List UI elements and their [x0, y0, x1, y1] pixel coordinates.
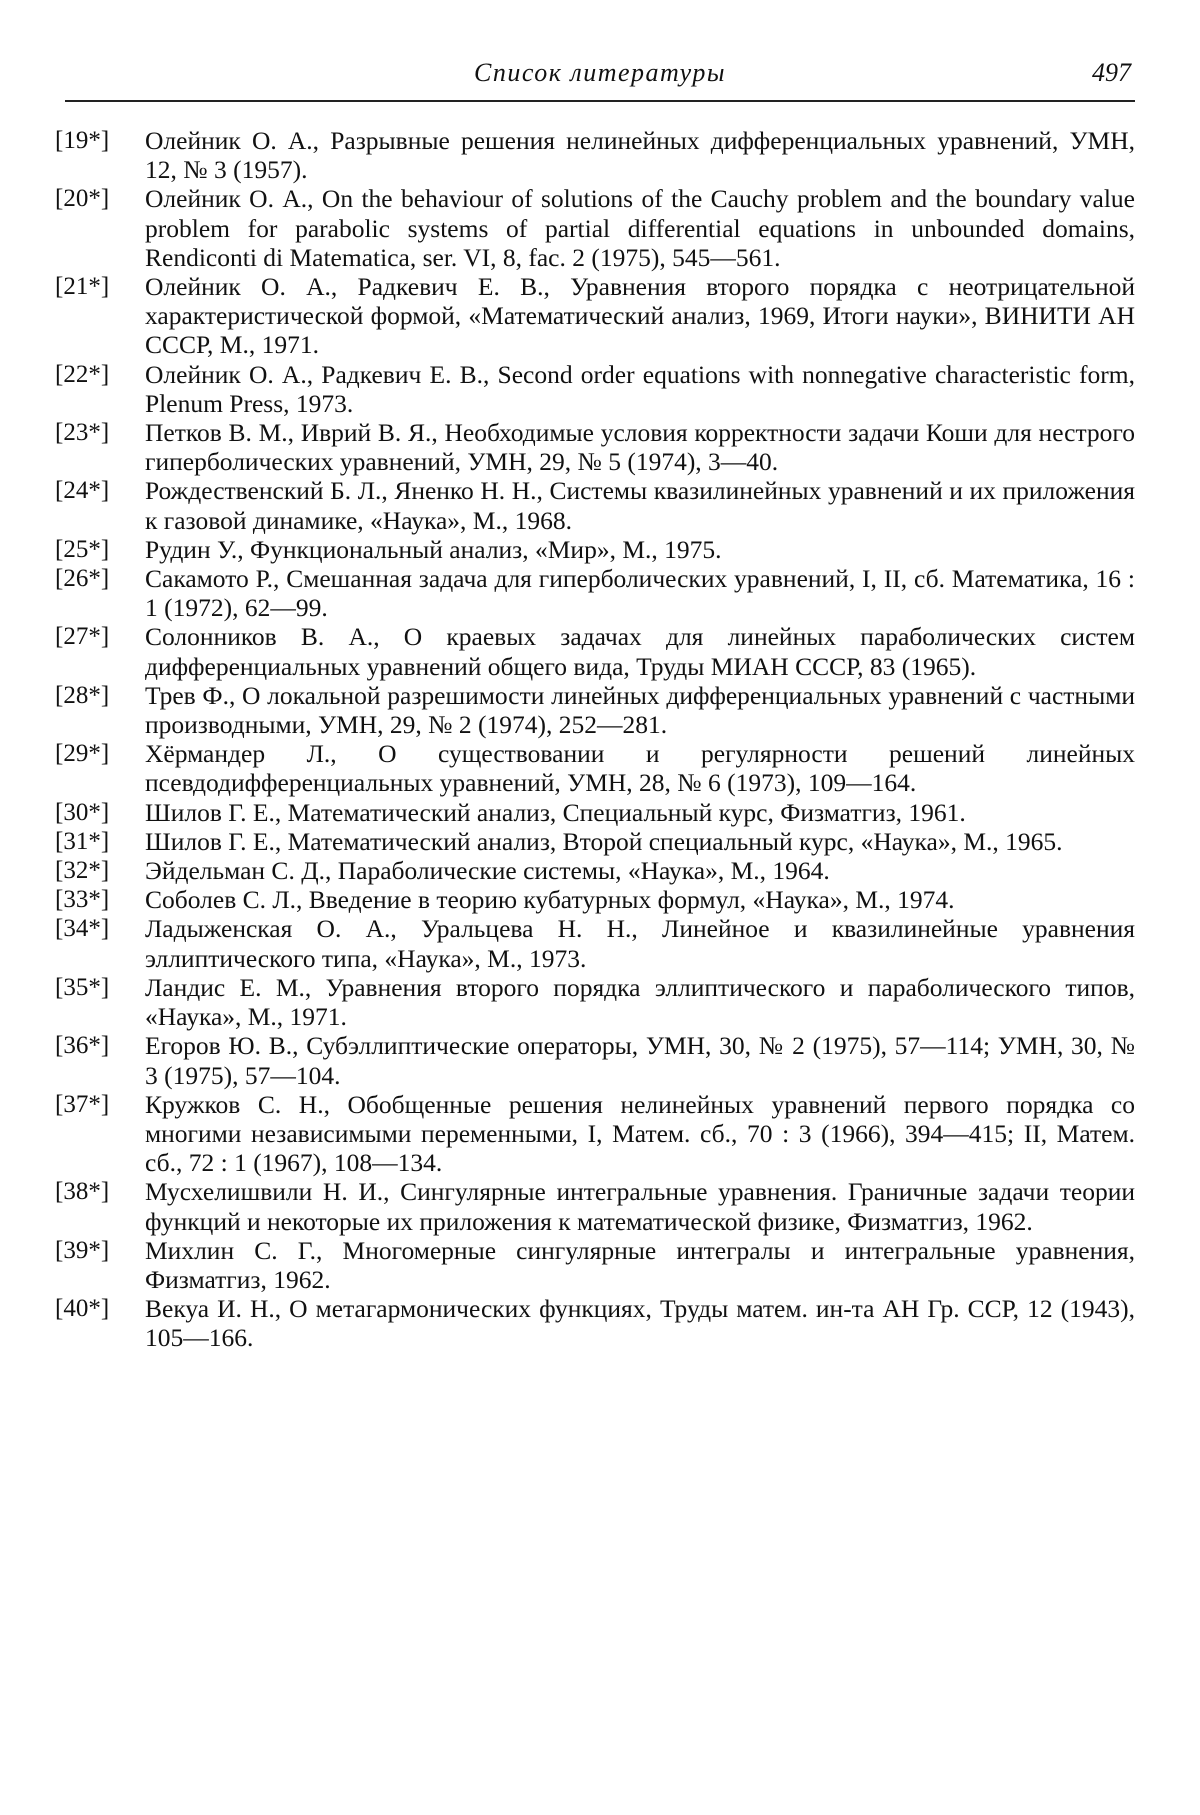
reference-number: [30*] [55, 798, 110, 826]
reference-item [55, 126, 1135, 184]
reference-text: Эйдельман С. Д., Параболические системы, «Наука», М., 1964. [145, 856, 830, 886]
reference-number: [33*] [55, 886, 110, 914]
reference-item [55, 1294, 1135, 1352]
reference-number: [26*] [55, 565, 110, 593]
reference-text: Трев Ф., О локальной разрешимости линейных дифференциальных уравнений с частными производными, УМН, 29, № 2 (1974), 252—281. [145, 680, 1135, 740]
reference-number: [37*] [55, 1090, 110, 1118]
reference-number: [29*] [55, 740, 110, 768]
reference-item [55, 1031, 1135, 1089]
reference-number: [34*] [55, 915, 110, 943]
reference-text: Петков В. М., Иврий В. Я., Необходимые условия корректности задачи Коши для нестрого гиперболических уравнений, УМН, 29, № 5 (1974), 3—40. [145, 418, 1135, 477]
reference-item [55, 564, 1135, 622]
reference-text: Олейник О. А., Радкевич Е. В., Second order equations with nonnegative characteristic form, Plenum Press, 1973. [145, 359, 1135, 418]
reference-text: Соболев С. Л., Введение в теорию кубатурных формул, «Наука», М., 1974. [145, 885, 955, 915]
reference-number: [21*] [55, 273, 110, 301]
reference-list [55, 126, 1135, 1353]
reference-text: Сакамото Р., Смешанная задача для гиперболических уравнений, I, II, сб. Математика, 16 : 1 (1972), 62—99. [145, 564, 1135, 623]
reference-number: [38*] [55, 1178, 110, 1206]
reference-item [55, 535, 1135, 564]
reference-item [55, 622, 1135, 680]
reference-item [55, 885, 1135, 914]
page-number: 497 [1092, 58, 1131, 87]
reference-item [55, 1236, 1135, 1294]
reference-number: [40*] [55, 1295, 110, 1323]
running-title: Список литературы [474, 58, 726, 87]
reference-number: [20*] [55, 185, 110, 213]
reference-item [55, 973, 1135, 1031]
reference-item [55, 476, 1135, 534]
reference-text: Солонников В. А., О краевых задачах для линейных параболических систем дифференциальных уравнений общего вида, Труды МИАН СССР, 83 (1965). [145, 622, 1135, 681]
reference-item [55, 827, 1135, 856]
reference-item [55, 856, 1135, 885]
reference-text: Михлин С. Г., Многомерные сингулярные интегралы и интегральные уравнения, Физматгиз, 1962. [145, 1235, 1135, 1294]
reference-text: Шилов Г. Е., Математический анализ, Специальный курс, Физматгиз, 1961. [145, 797, 966, 827]
reference-number: [32*] [55, 857, 110, 885]
reference-item [55, 739, 1135, 797]
reference-text: Ландис Е. М., Уравнения второго порядка эллиптического и параболического типов, «Наука», М., 1971. [145, 972, 1135, 1032]
reference-item [55, 914, 1135, 972]
reference-item [55, 798, 1135, 827]
reference-text: Рудин У., Функциональный анализ, «Мир», М., 1975. [145, 534, 722, 564]
reference-text: Егоров Ю. В., Субэллиптические операторы, УМН, 30, № 2 (1975), 57—114; УМН, 30, № 3 (1975), 57—104. [145, 1031, 1135, 1090]
reference-number: [24*] [55, 477, 110, 505]
reference-item [55, 360, 1135, 418]
reference-number: [22*] [55, 360, 110, 388]
reference-text: Мусхелишвили Н. И., Сингулярные интегральные уравнения. Граничные задачи теории функций и некоторые их приложения к математической физике, Физматгиз, 1962. [145, 1177, 1135, 1236]
reference-number: [19*] [55, 127, 110, 154]
reference-text: Олейник О. А., Разрывные решения нелинейных дифференциальных уравнений, УМН, 12, № 3 (1957). [145, 126, 1135, 185]
reference-number: [23*] [55, 419, 110, 447]
reference-number: [35*] [55, 973, 110, 1001]
reference-text: Хёрмандер Л., О существовании и регулярности решений линейных псевдодифференциальных уравнений, УМН, 28, № 6 (1973), 109—164. [145, 739, 1135, 798]
reference-text: Векуа И. Н., О метагармонических функциях, Труды матем. ин-та АН Гр. ССР, 12 (1943), 105—166. [145, 1294, 1135, 1353]
reference-number: [25*] [55, 535, 110, 563]
reference-text: Олейник О. А., On the behaviour of solutions of the Cauchy problem and the boundary value problem for parabolic systems of partial differential equations in unbounded domains, Rendiconti di Matematica, ser. VI, 8, fac. 2 (1975), 545—561. [145, 184, 1135, 272]
reference-text: Ладыженская О. А., Уральцева Н. Н., Линейное и квазилинейные уравнения эллиптического типа, «Наука», М., 1973. [145, 914, 1135, 973]
reference-item [55, 272, 1135, 360]
reference-item [55, 418, 1135, 476]
reference-number: [27*] [55, 623, 110, 651]
reference-text: Рождественский Б. Л., Яненко Н. Н., Системы квазилинейных уравнений и их приложения к газовой динамике, «Наука», М., 1968. [145, 476, 1135, 535]
reference-number: [39*] [55, 1236, 110, 1264]
reference-number: [28*] [55, 681, 110, 709]
reference-item [55, 1177, 1135, 1235]
reference-text: Шилов Г. Е., Математический анализ, Второй специальный курс, «Наука», М., 1965. [145, 826, 1063, 856]
reference-item [55, 681, 1135, 739]
reference-text: Олейник О. А., Радкевич Е. В., Уравнения второго порядка с неотрицательной характеристической формой, «Математический анализ, 1969, Итоги науки», ВИНИТИ АН СССР, М., 1971. [145, 272, 1135, 360]
reference-number: [31*] [55, 827, 110, 855]
reference-number: [36*] [55, 1032, 110, 1060]
reference-text: Кружков С. Н., Обобщенные решения нелинейных уравнений первого порядка со многими независимыми переменными, I, Матем. сб., 70 : 3 (1966), 394—415; II, Матем. сб., 72 : 1 (1967), 108—134. [145, 1089, 1135, 1178]
reference-item [55, 184, 1135, 272]
running-header [65, 52, 1135, 102]
reference-item [55, 1090, 1135, 1178]
